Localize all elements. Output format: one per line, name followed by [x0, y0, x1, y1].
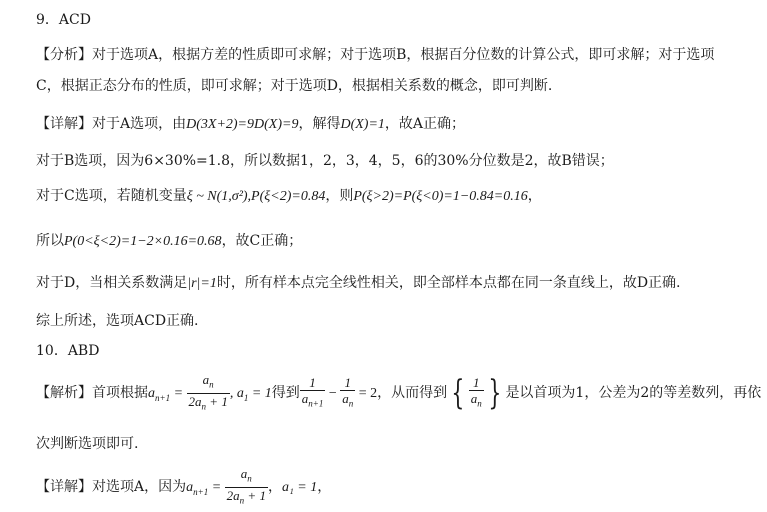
detail-recurrence-lhs: $a_{n+1}$ = [186, 480, 225, 497]
reciprocal-fraction-1: $\frac{1}{a_{n+1}}$ [300, 375, 326, 412]
q10-analysis-line2: 次判断选项即可. [36, 436, 139, 452]
detail-d-suffix: 时，所有样本点完全线性相关，即全部样本点都在同一条直线上，故D正确. [216, 275, 681, 291]
q10-analysis-mid1: 得到 [271, 385, 300, 402]
q10-analysis: 【解析】首项根据$a_{n+1}$ = $\frac{a_n}{2a_n + 1}$ , $a_1 = 1$得到 $\frac{1}{a_{n+1}}$ − $\frac{1}{a_n}$ = 2，从而得到 { $\frac{1}{a_n}$ } 是以首项为1，公差为2的等差数列，再依 [36, 372, 762, 414]
detail-c-eq1: ξ ~ N(1,σ²),P(ξ<2)=0.84 [186, 189, 326, 204]
left-brace: { [451, 373, 465, 414]
q10-detail [36, 466, 331, 512]
q9-detail-c2 [36, 231, 302, 252]
detail-d-eq: |r|=1 [187, 276, 217, 291]
recurrence-lhs: $a_{n+1}$ = [148, 386, 187, 403]
difference-value: = 2 [355, 386, 378, 402]
right-brace: } [488, 373, 502, 414]
detail-a-suffix: ，故A正确； [384, 116, 466, 132]
q10-detail-prefix: 【详解】对选项A，因为 [36, 479, 187, 496]
detail-a-eq1: D(3X+2)=9D(X)=9 [186, 117, 299, 132]
q9-summary: 综上所述，选项ACD正确. [36, 313, 199, 329]
q9-detail-c [36, 186, 542, 207]
initial-term: , $a_1 = 1$ [229, 386, 272, 403]
detail-a-prefix: 【详解】对于A选项，由 [36, 116, 187, 132]
q10-analysis-prefix: 【解析】首项根据 [36, 385, 148, 402]
reciprocal-fraction-2: $\frac{1}{a_n}$ [340, 375, 355, 412]
recurrence-fraction: $\frac{a_n}{2a_n + 1}$ [187, 372, 230, 414]
detail-recurrence-fraction: $\frac{a_n}{2a_n + 1}$ [225, 466, 268, 508]
q9-analysis-line1: 【分析】对于选项A，根据方差的性质即可求解；对于选项B，根据百分位数的计算公式，即可求解；对于选项 [36, 47, 715, 63]
q9-heading: 9．ACD [36, 12, 91, 28]
detail-c-mid: ，则 [325, 188, 354, 204]
detail-initial-term: a₁ = 1 [281, 480, 318, 496]
q9-analysis-line2: C，根据正态分布的性质，即可求解；对于选项D，根据相关系数的概念，即可判断. [36, 78, 553, 94]
q10-detail-end: ， [317, 479, 332, 496]
detail-c2-eq: P(0<ξ<2)=1−2×0.16=0.68 [64, 234, 222, 249]
detail-a-mid: ，解得 [298, 116, 341, 132]
detail-c-prefix: 对于C选项，若随机变量 [36, 188, 187, 204]
detail-c2-suffix: ，故C正确； [221, 233, 303, 249]
q10-analysis-mid2: ，从而得到 [377, 385, 448, 402]
detail-c-eq2: P(ξ>2)=P(ξ<0)=1−0.84=0.16 [353, 189, 528, 204]
q10-analysis-suffix: 是以首项为1，公差为2的等差数列，再依 [505, 385, 762, 402]
sequence-fraction: $\frac{1}{a_n}$ [469, 375, 484, 412]
q9-detail-d [36, 273, 681, 294]
detail-c-suffix: ， [527, 188, 542, 204]
q9-detail-b: 对于B选项，因为6×30%=1.8，所以数据1，2，3，4，5，6的30%分位数是2，故B错误； [36, 153, 614, 169]
q10-detail-suffix: ， [267, 479, 282, 496]
detail-d-prefix: 对于D，当相关系数满足 [36, 275, 188, 291]
detail-a-eq2: D(X)=1 [340, 117, 385, 132]
detail-c2-prefix: 所以 [36, 233, 64, 249]
q9-detail-a [36, 114, 465, 135]
q10-heading: 10．ABD [36, 343, 100, 359]
